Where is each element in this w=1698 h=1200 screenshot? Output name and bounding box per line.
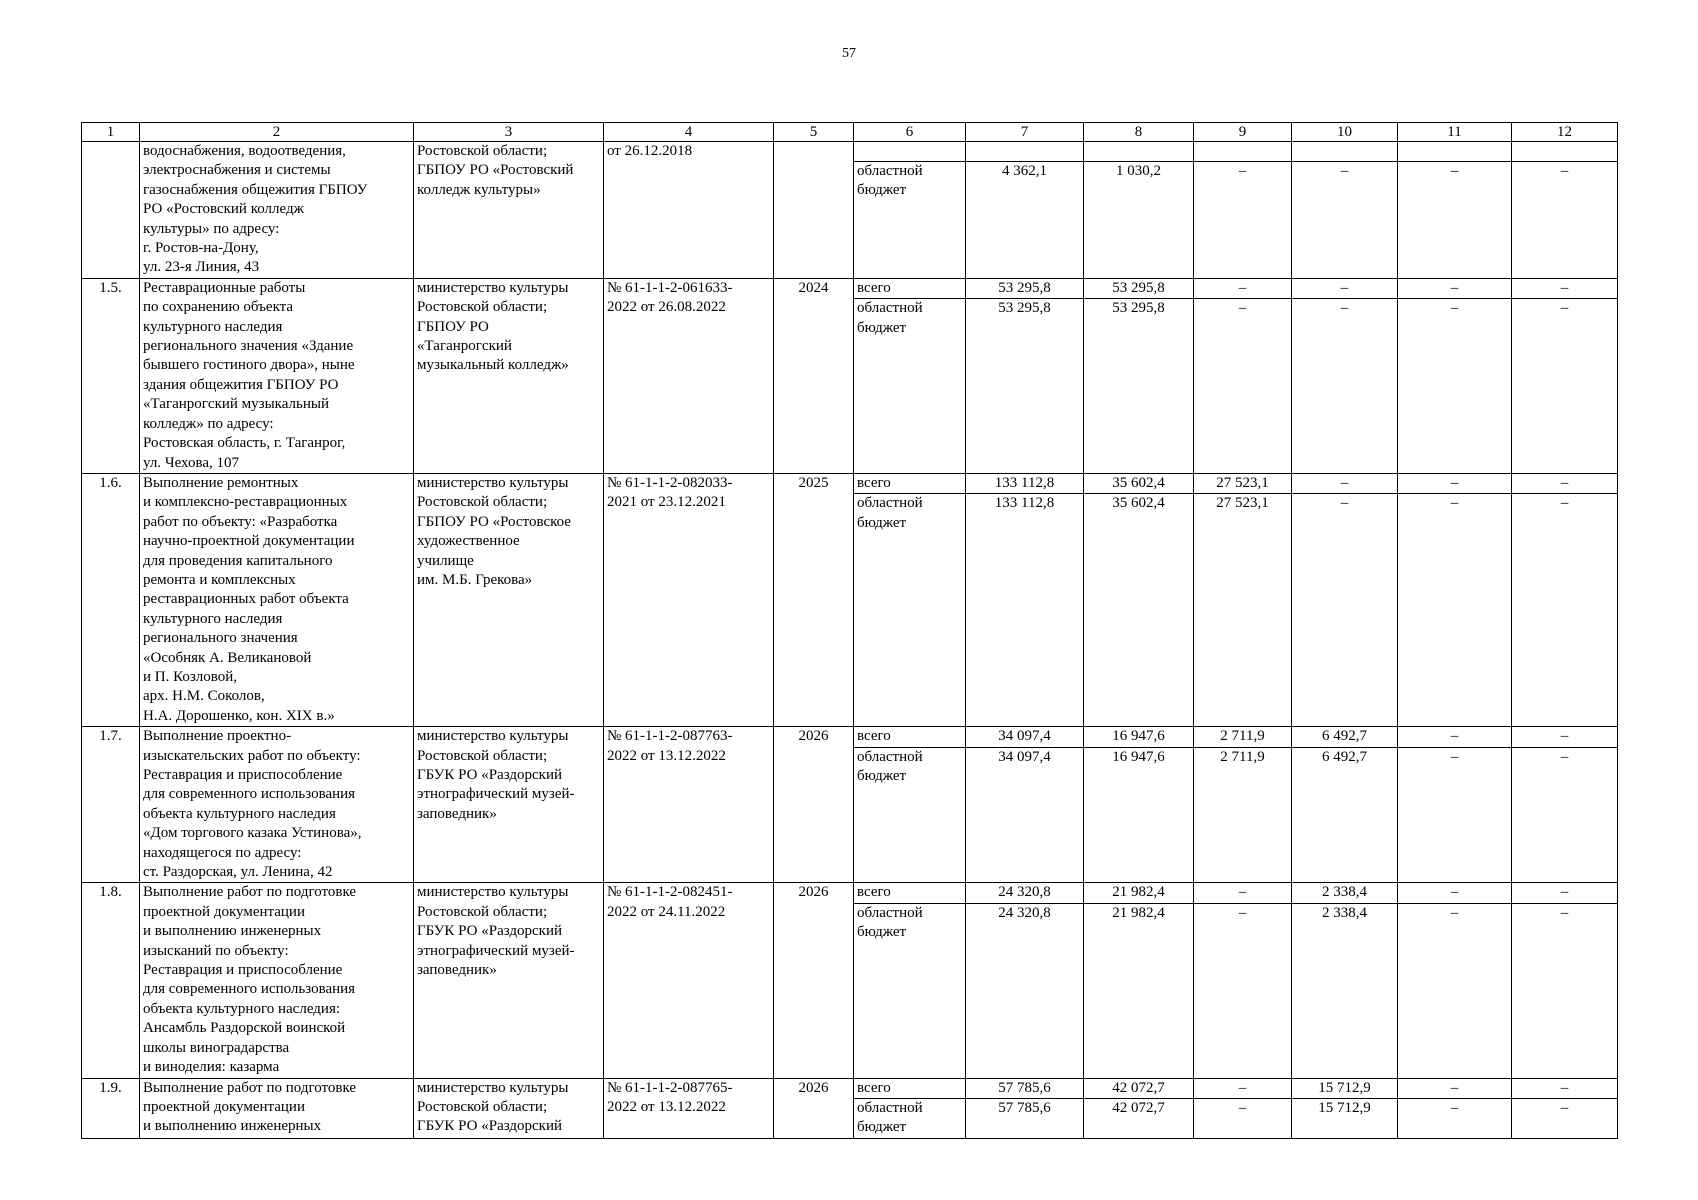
value-cell: – [1194,162,1292,279]
value-cell: – [1398,1078,1512,1098]
value-cell: 57 785,6 [966,1098,1084,1138]
value-cell: – [1512,747,1618,883]
header-cell: 7 [966,123,1084,142]
funding-source-cell: областной бюджет [854,1098,966,1138]
value-cell: – [1512,883,1618,903]
executor-cell: министерство культуры Ростовской области; ГБПОУ РО «Ростовское художественное училище им. М.Б. Грекова» [414,473,604,726]
row-number-cell: 1.5. [82,278,140,473]
value-cell: – [1398,299,1512,474]
value-cell: – [1398,1098,1512,1138]
value-cell: 133 112,8 [966,494,1084,727]
year-cell: 2026 [774,1078,854,1138]
value-cell: – [1398,883,1512,903]
object-name-cell: водоснабжения, водоотведения, электроснабжения и системы газоснабжения общежития ГБПОУ РО «Ростовский колледж культуры» по адресу: г. Ростов-на-Дону, ул. 23-я Линия, 43 [140,142,414,279]
value-cell: – [1512,727,1618,747]
row-number-cell: 1.7. [82,727,140,883]
table-row [82,1078,1618,1098]
row-number-cell: 1.8. [82,883,140,1078]
value-cell: 133 112,8 [966,473,1084,493]
value-cell: 6 492,7 [1292,747,1398,883]
value-cell: – [1398,162,1512,279]
table-header-row [82,123,1618,142]
value-cell: – [1292,278,1398,298]
table-row [82,473,1618,493]
value-cell: 2 711,9 [1194,747,1292,883]
value-cell: – [1194,1098,1292,1138]
value-cell: – [1194,903,1292,1078]
header-cell: 11 [1398,123,1512,142]
value-cell [1194,142,1292,162]
value-cell: 6 492,7 [1292,727,1398,747]
document-cell: № 61-1-1-2-082033- 2021 от 23.12.2021 [604,473,774,726]
value-cell: – [1512,299,1618,474]
value-cell: 53 295,8 [1084,299,1194,474]
value-cell: 2 338,4 [1292,903,1398,1078]
year-cell: 2024 [774,278,854,473]
header-cell: 5 [774,123,854,142]
value-cell: 53 295,8 [966,278,1084,298]
document-cell: от 26.12.2018 [604,142,774,279]
value-cell: – [1512,903,1618,1078]
year-cell [774,142,854,279]
value-cell: – [1194,299,1292,474]
value-cell: 21 982,4 [1084,903,1194,1078]
value-cell: – [1512,278,1618,298]
value-cell: – [1292,299,1398,474]
table-body [82,123,1618,1139]
value-cell: 21 982,4 [1084,883,1194,903]
value-cell [966,142,1084,162]
value-cell: – [1292,162,1398,279]
value-cell: – [1512,1098,1618,1138]
value-cell: – [1398,494,1512,727]
header-cell: 9 [1194,123,1292,142]
object-name-cell: Реставрационные работы по сохранению объекта культурного наследия регионального значения «Здание бывшего гостиного двора», ныне здания общежития ГБПОУ РО «Таганрогский музыкальный колледж» по адресу: Ростовская область, г. Таганрог, ул. Чехова, 107 [140,278,414,473]
value-cell: 42 072,7 [1084,1078,1194,1098]
value-cell: 4 362,1 [966,162,1084,279]
value-cell: 35 602,4 [1084,473,1194,493]
value-cell [1292,142,1398,162]
funding-source-cell: областной бюджет [854,903,966,1078]
executor-cell: министерство культуры Ростовской области; ГБУК РО «Раздорский этнографический музей- заповедник» [414,883,604,1078]
header-cell: 10 [1292,123,1398,142]
value-cell [1084,142,1194,162]
executor-cell: министерство культуры Ростовской области; ГБУК РО «Раздорский этнографический музей- заповедник» [414,727,604,883]
value-cell [1398,142,1512,162]
document-cell: № 61-1-1-2-087765- 2022 от 13.12.2022 [604,1078,774,1138]
funding-source-cell: всего [854,278,966,298]
value-cell: 24 320,8 [966,903,1084,1078]
value-cell: 53 295,8 [1084,278,1194,298]
funding-source-cell: областной бюджет [854,747,966,883]
document-cell: № 61-1-1-2-087763- 2022 от 13.12.2022 [604,727,774,883]
row-number-cell [82,142,140,279]
value-cell: 35 602,4 [1084,494,1194,727]
value-cell: 34 097,4 [966,727,1084,747]
value-cell: – [1194,278,1292,298]
table-row [82,142,1618,162]
document-cell: № 61-1-1-2-082451- 2022 от 24.11.2022 [604,883,774,1078]
row-number-cell: 1.6. [82,473,140,726]
executor-cell: министерство культуры Ростовской области; ГБПОУ РО «Таганрогский музыкальный колледж» [414,278,604,473]
funding-source-cell: всего [854,473,966,493]
value-cell: – [1398,903,1512,1078]
value-cell: – [1292,473,1398,493]
table-row [82,883,1618,903]
value-cell: – [1398,473,1512,493]
value-cell: – [1194,883,1292,903]
value-cell: 27 523,1 [1194,473,1292,493]
value-cell: – [1512,1078,1618,1098]
value-cell: – [1398,727,1512,747]
program-table [81,122,1618,1139]
value-cell: – [1398,747,1512,883]
object-name-cell: Выполнение работ по подготовке проектной документации и выполнению инженерных изысканий по объекту: Реставрация и приспособление для современного использования объекта культурного наследия: Ансамбль Раздорской воинской школы виноградарства и виноделия: казарма [140,883,414,1078]
funding-source-cell: всего [854,1078,966,1098]
value-cell: 2 338,4 [1292,883,1398,903]
header-cell: 4 [604,123,774,142]
value-cell: 2 711,9 [1194,727,1292,747]
value-cell: – [1398,278,1512,298]
value-cell: 15 712,9 [1292,1078,1398,1098]
page-number: 57 [842,46,856,61]
executor-cell: Ростовской области; ГБПОУ РО «Ростовский колледж культуры» [414,142,604,279]
funding-source-cell: областной бюджет [854,494,966,727]
value-cell: 24 320,8 [966,883,1084,903]
row-number-cell: 1.9. [82,1078,140,1138]
funding-source-cell [854,142,966,162]
header-cell: 6 [854,123,966,142]
value-cell: 1 030,2 [1084,162,1194,279]
funding-source-cell: всего [854,883,966,903]
value-cell: 34 097,4 [966,747,1084,883]
value-cell: 27 523,1 [1194,494,1292,727]
header-cell: 2 [140,123,414,142]
table-row [82,727,1618,747]
value-cell: 16 947,6 [1084,727,1194,747]
funding-source-cell: всего [854,727,966,747]
value-cell: – [1512,494,1618,727]
funding-source-cell: областной бюджет [854,299,966,474]
object-name-cell: Выполнение ремонтных и комплексно-реставрационных работ по объекту: «Разработка научно-проектной документации для проведения капитального ремонта и комплексных реставрационных работ объекта культурного наследия регионального значения «Особняк А. Великановой и П. Козловой, арх. Н.М. Соколов, Н.А. Дорошенко, кон. XIX в.» [140,473,414,726]
value-cell: – [1292,494,1398,727]
document-cell: № 61-1-1-2-061633- 2022 от 26.08.2022 [604,278,774,473]
value-cell: 57 785,6 [966,1078,1084,1098]
funding-source-cell: областной бюджет [854,162,966,279]
header-cell: 8 [1084,123,1194,142]
value-cell [1512,142,1618,162]
object-name-cell: Выполнение проектно- изыскательских работ по объекту: Реставрация и приспособление для современного использования объекта культурного наследия «Дом торгового казака Устинова», находящегося по адресу: ст. Раздорская, ул. Ленина, 42 [140,727,414,883]
table-row [82,278,1618,298]
header-cell: 1 [82,123,140,142]
year-cell: 2026 [774,883,854,1078]
value-cell: – [1512,162,1618,279]
value-cell: 53 295,8 [966,299,1084,474]
value-cell: – [1512,473,1618,493]
value-cell: 15 712,9 [1292,1098,1398,1138]
year-cell: 2026 [774,727,854,883]
executor-cell: министерство культуры Ростовской области; ГБУК РО «Раздорский [414,1078,604,1138]
object-name-cell: Выполнение работ по подготовке проектной документации и выполнению инженерных [140,1078,414,1138]
value-cell: – [1194,1078,1292,1098]
header-cell: 12 [1512,123,1618,142]
value-cell: 42 072,7 [1084,1098,1194,1138]
header-cell: 3 [414,123,604,142]
year-cell: 2025 [774,473,854,726]
value-cell: 16 947,6 [1084,747,1194,883]
